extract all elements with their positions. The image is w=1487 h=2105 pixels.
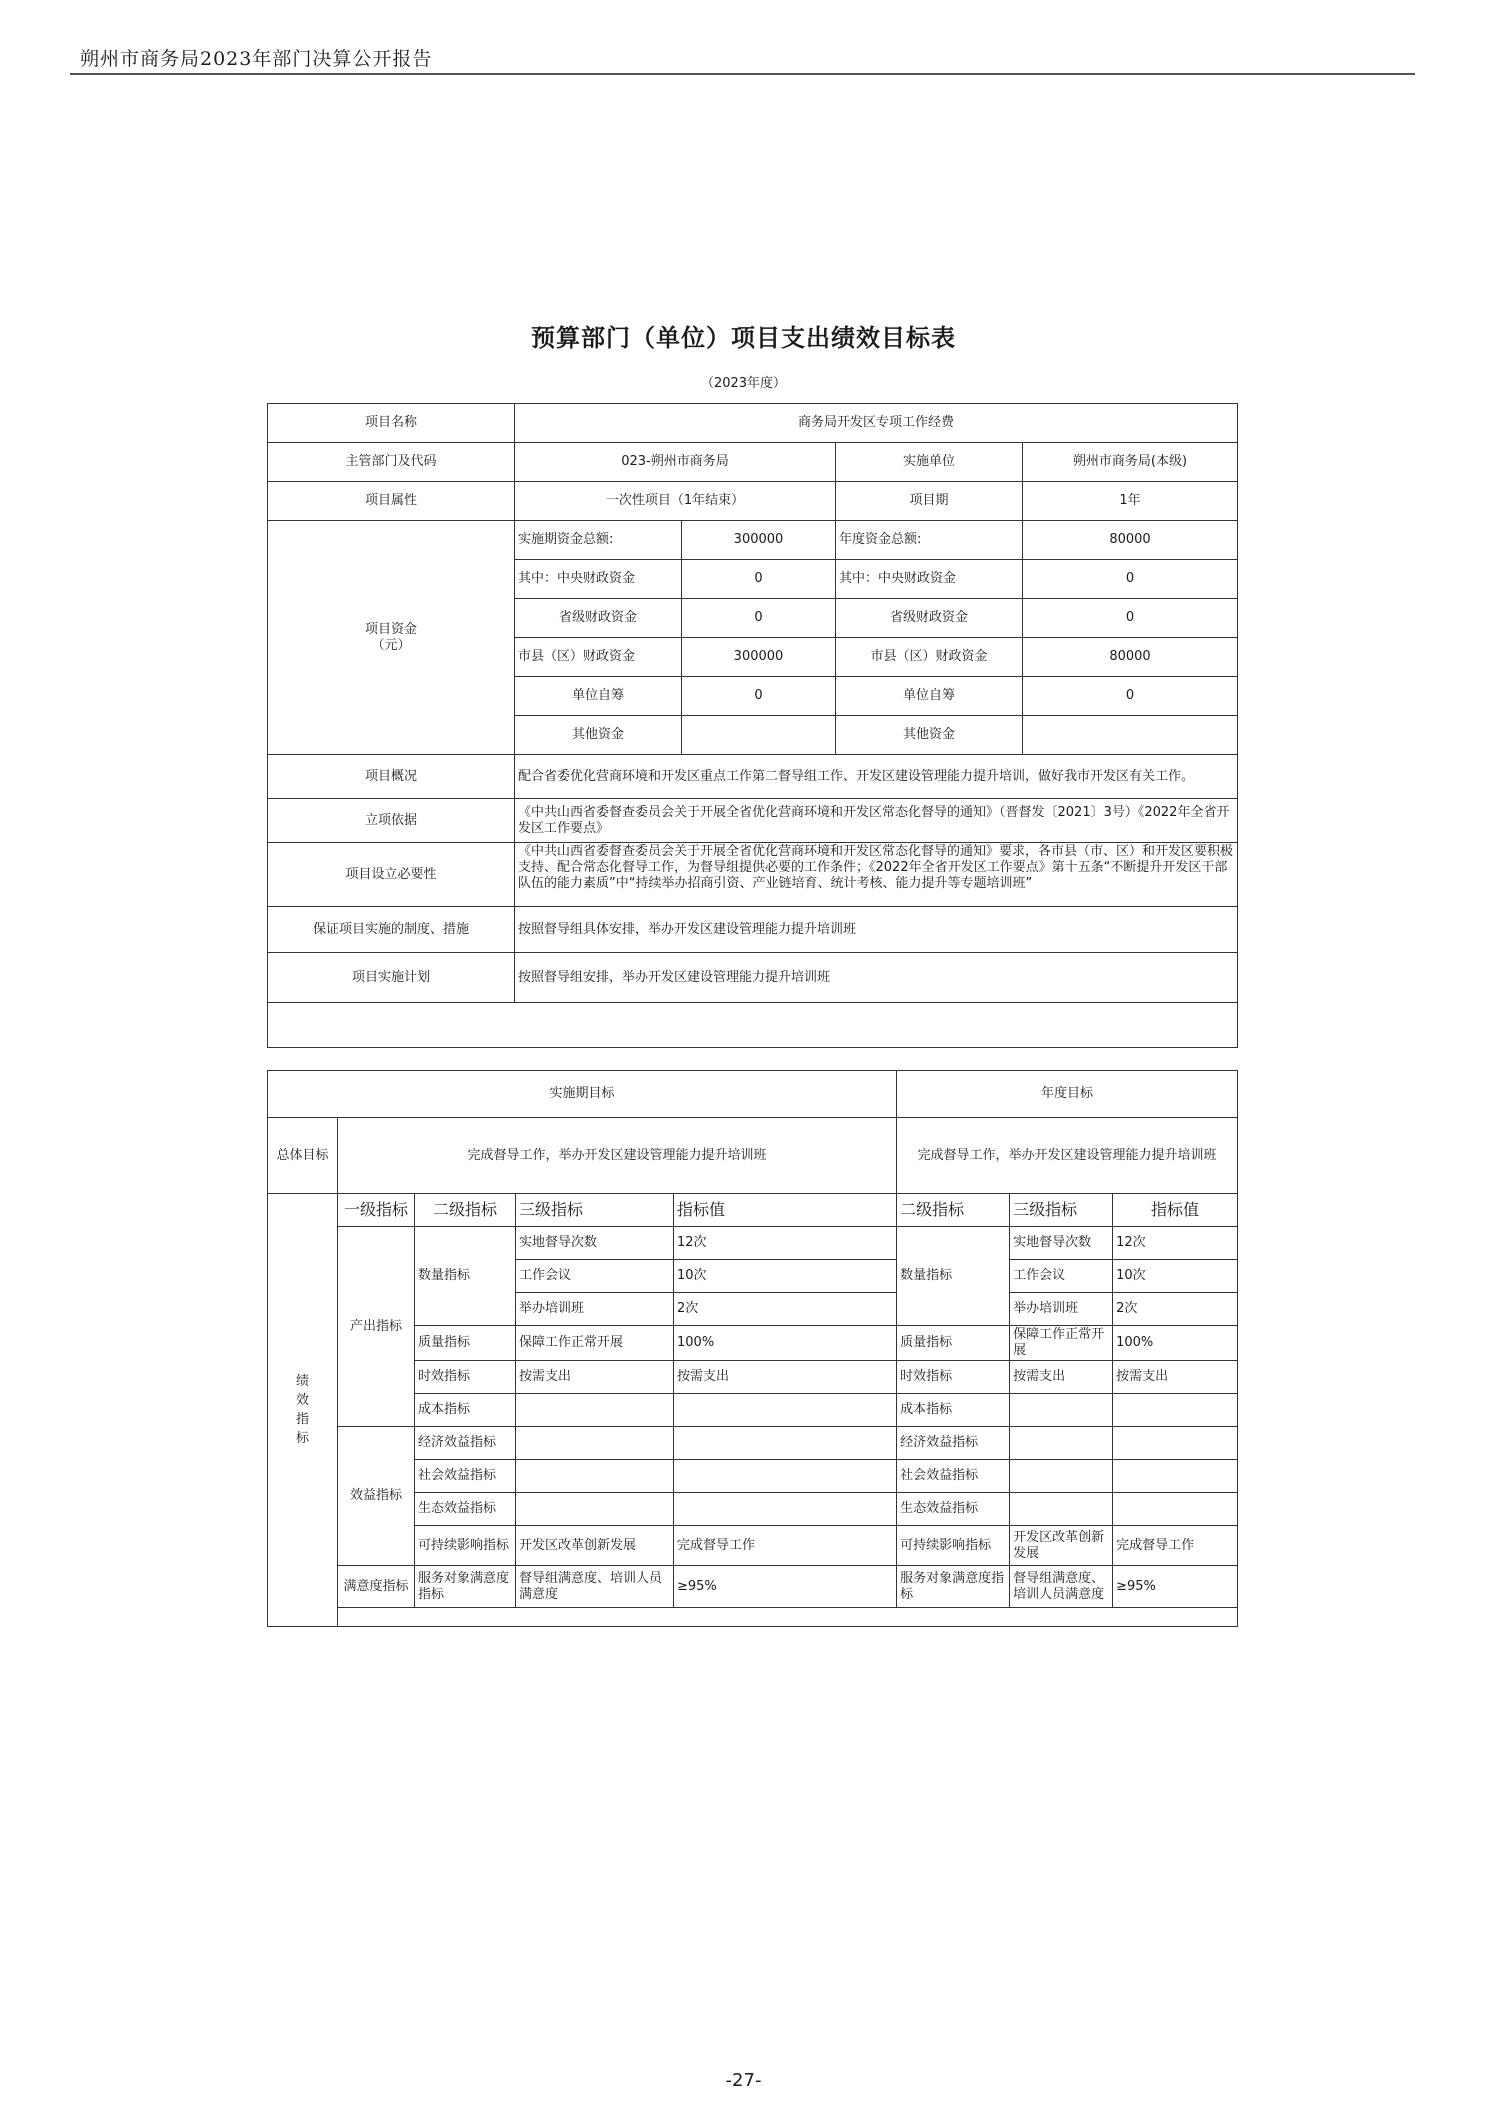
year-quality-label: 质量指标	[897, 1326, 1010, 1361]
impl-target-label: 实施期目标	[268, 1071, 897, 1118]
ecological-label: 生态效益指标	[415, 1493, 516, 1526]
county-impl-value: 300000	[682, 638, 836, 677]
funds-label: 项目资金 （元）	[268, 521, 515, 755]
project-name-value: 商务局开发区专项工作经费	[515, 404, 1238, 443]
necessity-label: 项目设立必要性	[268, 843, 515, 907]
year-target-label: 年度目标	[897, 1071, 1238, 1118]
year-header-level2: 二级指标	[897, 1194, 1010, 1227]
total-impl-label: 实施期资金总额:	[515, 521, 682, 560]
self-impl-value: 0	[682, 677, 836, 716]
benefit-indicator-label: 效益指标	[338, 1427, 415, 1566]
overview-label: 项目概况	[268, 755, 515, 799]
year-sustain-value: 完成督导工作	[1113, 1526, 1238, 1566]
timeliness-name: 按需支出	[516, 1361, 674, 1394]
province-impl-value: 0	[682, 599, 836, 638]
indicator-side-label-cell	[268, 1194, 338, 1627]
year-ecological-value	[1113, 1493, 1238, 1526]
header-divider	[70, 73, 1415, 75]
year-q3-name: 举办培训班	[1010, 1293, 1113, 1326]
sustain-value: 完成督导工作	[674, 1526, 897, 1566]
performance-table	[267, 1070, 1238, 1627]
attr-label: 项目属性	[268, 482, 515, 521]
economic-name	[516, 1427, 674, 1460]
year-q2-name: 工作会议	[1010, 1260, 1113, 1293]
other-impl-value	[682, 716, 836, 755]
basis-value: 《中共山西省委督查委员会关于开展全省优化营商环境和开发区常态化督导的通知》（晋督发〔2021〕3号）《2022年全省开发区工作要点》	[515, 799, 1238, 843]
impl-unit-value: 朔州市商务局(本级)	[1023, 443, 1238, 482]
year-header-level3: 三级指标	[1010, 1194, 1113, 1227]
overall-target-label: 总体目标	[268, 1118, 338, 1194]
other-year-value	[1023, 716, 1238, 755]
year-social-label: 社会效益指标	[897, 1460, 1010, 1493]
central-impl-value: 0	[682, 560, 836, 599]
year-social-value	[1113, 1460, 1238, 1493]
year-timeliness-label: 时效指标	[897, 1361, 1010, 1394]
q3-value: 2次	[674, 1293, 897, 1326]
county-year-value: 80000	[1023, 638, 1238, 677]
year-header-value: 指标值	[1113, 1194, 1238, 1227]
q1-value: 12次	[674, 1227, 897, 1260]
year-ecological-label: 生态效益指标	[897, 1493, 1010, 1526]
year-service-value: ≥95%	[1113, 1566, 1238, 1608]
self-year-value: 0	[1023, 677, 1238, 716]
year-social-name	[1010, 1460, 1113, 1493]
year-sustain-label: 可持续影响指标	[897, 1526, 1010, 1566]
year-cost-label: 成本指标	[897, 1394, 1010, 1427]
project-name-label: 项目名称	[268, 404, 515, 443]
year-quality-name: 保障工作正常开展	[1010, 1326, 1113, 1361]
other-impl-label: 其他资金	[515, 716, 682, 755]
year-ecological-name	[1010, 1493, 1113, 1526]
province-year-value: 0	[1023, 599, 1238, 638]
ecological-name	[516, 1493, 674, 1526]
table-footer-blank	[338, 1608, 1238, 1627]
county-impl-label: 市县（区）财政资金	[515, 638, 682, 677]
overview-value: 配合省委优化营商环境和开发区重点工作第二督导组工作、开发区建设管理能力提升培训，做好我市开发区有关工作。	[515, 755, 1238, 799]
service-label: 服务对象满意度指标	[415, 1566, 516, 1608]
total-impl-value: 300000	[682, 521, 836, 560]
province-impl-label: 省级财政资金	[515, 599, 682, 638]
basis-label: 立项依据	[268, 799, 515, 843]
header-level2: 二级指标	[415, 1194, 516, 1227]
social-value	[674, 1460, 897, 1493]
cost-name	[516, 1394, 674, 1427]
header-level1: 一级指标	[338, 1194, 415, 1227]
county-year-label: 市县（区）财政资金	[836, 638, 1023, 677]
year-quantity-label: 数量指标	[897, 1227, 1010, 1326]
quality-name: 保障工作正常开展	[516, 1326, 674, 1361]
year-q2-value: 10次	[1113, 1260, 1238, 1293]
year-service-label: 服务对象满意度指标	[897, 1566, 1010, 1608]
year-economic-name	[1010, 1427, 1113, 1460]
central-impl-label: 其中：中央财政资金	[515, 560, 682, 599]
other-year-label: 其他资金	[836, 716, 1023, 755]
overall-target-impl: 完成督导工作，举办开发区建设管理能力提升培训班	[338, 1118, 897, 1194]
year-economic-value	[1113, 1427, 1238, 1460]
page-number: -27-	[725, 2070, 762, 2091]
total-year-value: 80000	[1023, 521, 1238, 560]
period-value: 1年	[1023, 482, 1238, 521]
sustain-label: 可持续影响指标	[415, 1526, 516, 1566]
header-level3: 三级指标	[516, 1194, 674, 1227]
output-indicator-label: 产出指标	[338, 1227, 415, 1427]
year-service-name: 督导组满意度、培训人员满意度	[1010, 1566, 1113, 1608]
year-quality-value: 100%	[1113, 1326, 1238, 1361]
q1-name: 实地督导次数	[516, 1227, 674, 1260]
q2-name: 工作会议	[516, 1260, 674, 1293]
year-q3-value: 2次	[1113, 1293, 1238, 1326]
cost-value	[674, 1394, 897, 1427]
central-year-value: 0	[1023, 560, 1238, 599]
service-name: 督导组满意度、培训人员满意度	[516, 1566, 674, 1608]
necessity-cell	[515, 843, 1238, 907]
plan-value: 按照督导组安排，举办开发区建设管理能力提升培训班	[515, 953, 1238, 1003]
quality-value: 100%	[674, 1326, 897, 1361]
year-cost-value	[1113, 1394, 1238, 1427]
dept-value: 023-朔州市商务局	[515, 443, 836, 482]
header-value: 指标值	[674, 1194, 897, 1227]
economic-value	[674, 1427, 897, 1460]
blank-row	[268, 1003, 1238, 1048]
quantity-label: 数量指标	[415, 1227, 516, 1326]
satisfaction-indicator-label: 满意度指标	[338, 1566, 415, 1608]
quality-label: 质量指标	[415, 1326, 516, 1361]
year-timeliness-name: 按需支出	[1010, 1361, 1113, 1394]
q3-name: 举办培训班	[516, 1293, 674, 1326]
measures-label: 保证项目实施的制度、措施	[268, 907, 515, 953]
year-sustain-name: 开发区改革创新发展	[1010, 1526, 1113, 1566]
period-label: 项目期	[836, 482, 1023, 521]
self-year-label: 单位自筹	[836, 677, 1023, 716]
necessity-value: 《中共山西省委督查委员会关于开展全省优化营商环境和开发区常态化督导的通知》要求，各市县（市、区）和开发区要积极支持、配合常态化督导工作，为督导组提供必要的工作条件；《2022年全省开发区工作要点》第十五条“不断提升开发区干部队伍的能力素质”中“持续举办招商引资、产业链培育、统计考核、能力提升等专题培训班”	[518, 844, 1234, 891]
sustain-name: 开发区改革创新发展	[516, 1526, 674, 1566]
year-q1-name: 实地督导次数	[1010, 1227, 1113, 1260]
plan-label: 项目实施计划	[268, 953, 515, 1003]
overall-target-year: 完成督导工作，举办开发区建设管理能力提升培训班	[897, 1118, 1238, 1194]
service-value: ≥95%	[674, 1566, 897, 1608]
province-year-label: 省级财政资金	[836, 599, 1023, 638]
project-info-table	[267, 403, 1238, 1048]
cost-label: 成本指标	[415, 1394, 516, 1427]
social-label: 社会效益指标	[415, 1460, 516, 1493]
document-year: （2023年度）	[700, 376, 787, 391]
attr-value: 一次性项目（1年结束）	[515, 482, 836, 521]
total-year-label: 年度资金总额:	[836, 521, 1023, 560]
year-cost-name	[1010, 1394, 1113, 1427]
economic-label: 经济效益指标	[415, 1427, 516, 1460]
document-title: 预算部门（单位）项目支出绩效目标表	[531, 324, 956, 352]
year-q1-value: 12次	[1113, 1227, 1238, 1260]
year-timeliness-value: 按需支出	[1113, 1361, 1238, 1394]
timeliness-label: 时效指标	[415, 1361, 516, 1394]
year-economic-label: 经济效益指标	[897, 1427, 1010, 1460]
measures-value: 按照督导组具体安排，举办开发区建设管理能力提升培训班	[515, 907, 1238, 953]
q2-value: 10次	[674, 1260, 897, 1293]
page-header-title: 朔州市商务局2023年部门决算公开报告	[80, 48, 433, 70]
timeliness-value: 按需支出	[674, 1361, 897, 1394]
social-name	[516, 1460, 674, 1493]
self-impl-label: 单位自筹	[515, 677, 682, 716]
ecological-value	[674, 1493, 897, 1526]
indicator-side-label: 绩效指标	[295, 1374, 309, 1446]
dept-label: 主管部门及代码	[268, 443, 515, 482]
central-year-label: 其中：中央财政资金	[836, 560, 1023, 599]
impl-unit-label: 实施单位	[836, 443, 1023, 482]
